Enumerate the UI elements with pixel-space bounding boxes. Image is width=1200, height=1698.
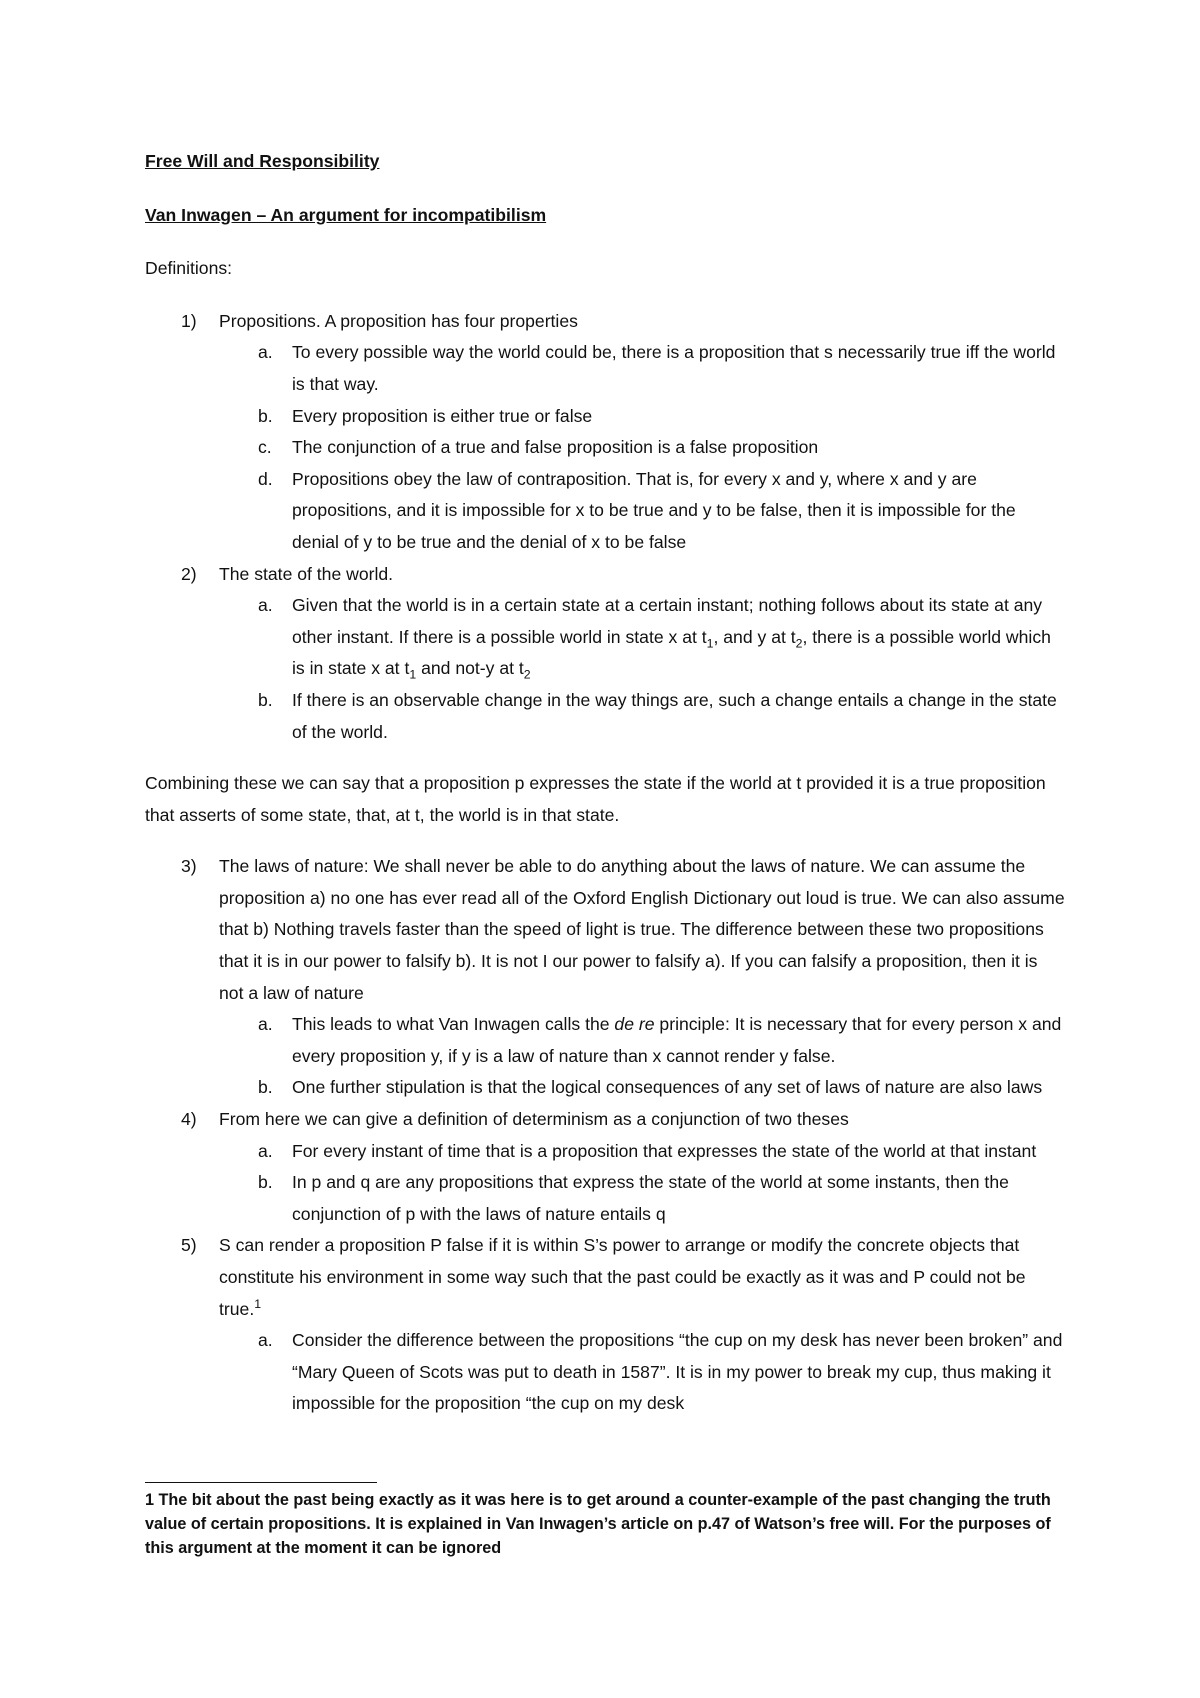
document-title: Free Will and Responsibility (145, 151, 380, 171)
sub-list-item (218, 464, 1065, 559)
sub-list-item (218, 1009, 1065, 1072)
sub-list-letter: a. (258, 595, 273, 616)
list-item-text: Propositions. A proposition has four properties (219, 310, 578, 331)
sub-list-item (218, 432, 1065, 464)
sub-list (218, 1325, 1065, 1420)
section-heading: Van Inwagen – An argument for incompatibilism (145, 204, 547, 225)
list-item-text: S can render a proposition P false if it is within S’s power to arrange or modify the concrete objects that constitute his environment in some way such that the past could be exactly as it was and P could not be true. (219, 1235, 1026, 1319)
sub-list-text: The conjunction of a true and false proposition is a false proposition (292, 437, 819, 458)
sub-list-item (218, 590, 1065, 685)
sub-list-text: Propositions obey the law of contraposition. That is, for every x and y, where x and y are propositions, and it is impossible for x to be true and y to be false, then it is impossible for the denial of y to be true and the denial of x to be false (292, 468, 1016, 552)
document-body (145, 146, 1065, 1420)
sub-list-item (218, 685, 1065, 748)
sub-list-item (218, 1136, 1065, 1168)
sub-list-text: One further stipulation is that the logical consequences of any set of laws of nature are also laws (292, 1077, 1043, 1098)
definitions-label: Definitions: (145, 258, 233, 279)
subscript: 1 (409, 667, 417, 682)
sub-list-letter: d. (258, 468, 273, 489)
list-number: 4) (181, 1109, 197, 1130)
list-item (145, 1104, 1065, 1230)
list-item (145, 1230, 1065, 1420)
body-paragraph: Combining these we can say that a proposition p expresses the state if the world at t provided it is a true proposition that asserts of some state, that, at t, the world is in that state. (145, 773, 1046, 825)
subscript: 2 (523, 667, 531, 682)
text-run: and not-y at t (416, 658, 524, 679)
sub-list-letter: b. (258, 405, 273, 426)
list-item (145, 851, 1065, 1104)
text-run: principle: It is necessary that for every person x and every proposition y, if y is a law of nature than x cannot render y false. (292, 1014, 1062, 1066)
list-item-text: From here we can give a definition of determinism as a conjunction of two theses (219, 1109, 849, 1130)
sub-list-letter: c. (258, 437, 272, 458)
sub-list-letter: b. (258, 1172, 273, 1193)
sub-list-text: For every instant of time that is a proposition that expresses the state of the world at that instant (292, 1140, 1037, 1161)
definitions-list-b (145, 851, 1065, 1420)
sub-list-text: Every proposition is either true or false (292, 405, 593, 426)
sub-list-item (218, 401, 1065, 433)
list-number: 2) (181, 563, 197, 584)
sub-list-item (218, 1072, 1065, 1104)
list-number: 1) (181, 310, 197, 331)
sub-list-text: If there is an observable change in the way things are, such a change entails a change in the state of the world. (292, 689, 1057, 742)
subscript: 1 (706, 636, 714, 651)
sub-list-letter: a. (258, 1140, 273, 1161)
list-item-text: The state of the world. (219, 563, 394, 584)
sub-list-text: Consider the difference between the propositions “the cup on my desk has never been broken” and “Mary Queen of Scots was put to death in 1587”. It is in my power to break my cup, thus making it impossible for the proposition “the cup on my desk (292, 1330, 1063, 1414)
sub-list-text: To every possible way the world could be, there is a proposition that s necessarily true iff the world is that way. (292, 342, 1056, 394)
text-run: Given that the world is in a certain state at a certain instant; nothing follows about its state at any other instant. If there is a possible world in state x at t (292, 595, 1043, 647)
text-run: , there is a possible world which is in state x at t (292, 626, 1051, 679)
sub-list-item (218, 1325, 1065, 1420)
sub-list-letter: a. (258, 1014, 273, 1035)
list-item (145, 559, 1065, 749)
definitions-list-a (145, 306, 1065, 748)
footnote-separator (145, 1482, 377, 1483)
text-run: This leads to what Van Inwagen calls the (292, 1014, 615, 1035)
sub-list-item (218, 1167, 1065, 1230)
sub-list-letter: b. (258, 689, 273, 710)
sub-list-letter: a. (258, 342, 273, 363)
sub-list (218, 1009, 1065, 1104)
list-number: 3) (181, 856, 197, 877)
sub-list-letter: b. (258, 1077, 273, 1098)
list-item-text: The laws of nature: We shall never be able to do anything about the laws of nature. We can assume the proposition a) no one has ever read all of the Oxford English Dictionary out loud is true. We can also assume that b) Nothing travels faster than the speed of light is true. The difference between these two propositions that it is in our power to falsify b). It is not I our power to falsify a). If you can falsify a proposition, then it is not a law of nature (219, 856, 1065, 1003)
sub-list-text (292, 595, 1051, 682)
list-number: 5) (181, 1235, 197, 1256)
list-item (145, 306, 1065, 559)
sub-list-item (218, 337, 1065, 400)
footnote: 1 The bit about the past being exactly as it was here is to get around a counter-example of the past changing the truth value of certain propositions. It is explained in Van Inwagen’s article on p.47 of Watson’s free will. For the purposes of this argument at the moment it can be ignored (145, 1491, 1051, 1558)
sub-list-text: In p and q are any propositions that express the state of the world at some instants, then the conjunction of p with the laws of nature entails q (292, 1172, 1009, 1224)
sub-list-letter: a. (258, 1330, 273, 1351)
sub-list (218, 1136, 1065, 1231)
sub-list-text (292, 1014, 1061, 1066)
subscript: 2 (795, 636, 803, 651)
footnote-reference[interactable]: 1 (254, 1296, 262, 1311)
sub-list (218, 337, 1065, 558)
italic-term: de re (614, 1014, 655, 1035)
sub-list (218, 590, 1065, 748)
text-run: , and y at t (713, 626, 796, 647)
